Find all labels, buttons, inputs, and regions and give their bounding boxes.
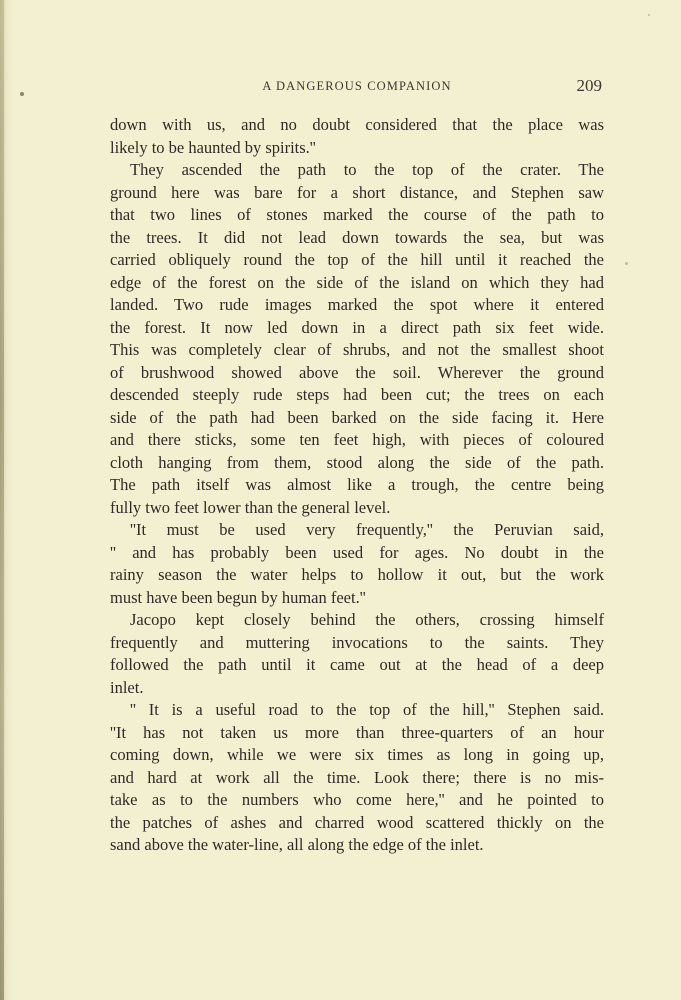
text-line: take as to the numbers who come here,'' and he pointed to <box>110 790 604 809</box>
text-line: down with us, and no doubt considered that the place was <box>110 115 604 134</box>
text-line: the forest. It now led down in a direct path six feet wide. <box>110 317 604 337</box>
text-line: sand above the water-line, all along the edge of the inlet. <box>110 835 484 854</box>
page-number: 209 <box>576 76 602 95</box>
text-line: must have been begun by human feet.'' <box>110 587 366 607</box>
text-line: ground here was bare for a short distance, and Stephen saw <box>110 182 604 202</box>
text-line: The path itself was almost like a trough, the centre being <box>110 475 604 494</box>
text-line: and hard at work all the time. Look there; there is no mis- <box>110 767 604 787</box>
text-line: landed. Two rude images marked the spot where it entered <box>110 295 604 314</box>
paper-speck <box>648 14 650 16</box>
text-line: cloth hanging from them, stood along the side of the path. <box>110 452 604 472</box>
paper-speck <box>20 92 24 96</box>
text-line: '' and has probably been used for ages. No doubt in the <box>110 542 604 562</box>
text-line: inlet. <box>110 677 144 697</box>
text-line: and there sticks, some ten feet high, with pieces of coloured <box>110 430 604 449</box>
text-line: ''It has not taken us more than three-quarters of an hour <box>110 722 604 742</box>
paper-speck <box>625 262 628 265</box>
text-line: likely to be haunted by spirits.'' <box>110 137 316 157</box>
text-line: '' It is a useful road to the top of the hill,'' Stephen said. <box>130 700 604 719</box>
body-text <box>110 114 604 857</box>
text-line: the trees. It did not lead down towards the sea, but was <box>110 227 604 247</box>
text-line: coming down, while we were six times as long in going up, <box>110 745 604 764</box>
text-line: carried obliquely round the top of the hill until it reached the <box>110 250 604 269</box>
text-line: of brushwood showed above the soil. Wherever the ground <box>110 362 604 382</box>
running-head <box>110 76 604 98</box>
text-line: descended steeply rude steps had been cut; the trees on each <box>110 385 604 404</box>
text-line: side of the path had been barked on the side facing it. Here <box>110 407 604 427</box>
page-edge-shadow <box>0 0 4 1000</box>
text-line: frequently and muttering invocations to the saints. They <box>110 632 604 652</box>
text-line: followed the path until it came out at the head of a deep <box>110 655 604 674</box>
running-title: A DANGEROUS COMPANION <box>262 79 452 93</box>
text-line: edge of the forest on the side of the island on which they had <box>110 272 604 292</box>
text-line: rainy season the water helps to hollow it out, but the work <box>110 565 604 584</box>
text-line: that two lines of stones marked the course of the path to <box>110 205 604 224</box>
text-line: ''It must be used very frequently,'' the Peruvian said, <box>130 520 604 539</box>
text-line: Jacopo kept closely behind the others, crossing himself <box>130 610 604 629</box>
text-line: This was completely clear of shrubs, and not the smallest shoot <box>110 340 604 359</box>
text-line: the patches of ashes and charred wood scattered thickly on the <box>110 812 604 832</box>
text-line: fully two feet lower than the general level. <box>110 497 391 517</box>
text-line: They ascended the path to the top of the crater. The <box>130 160 604 179</box>
